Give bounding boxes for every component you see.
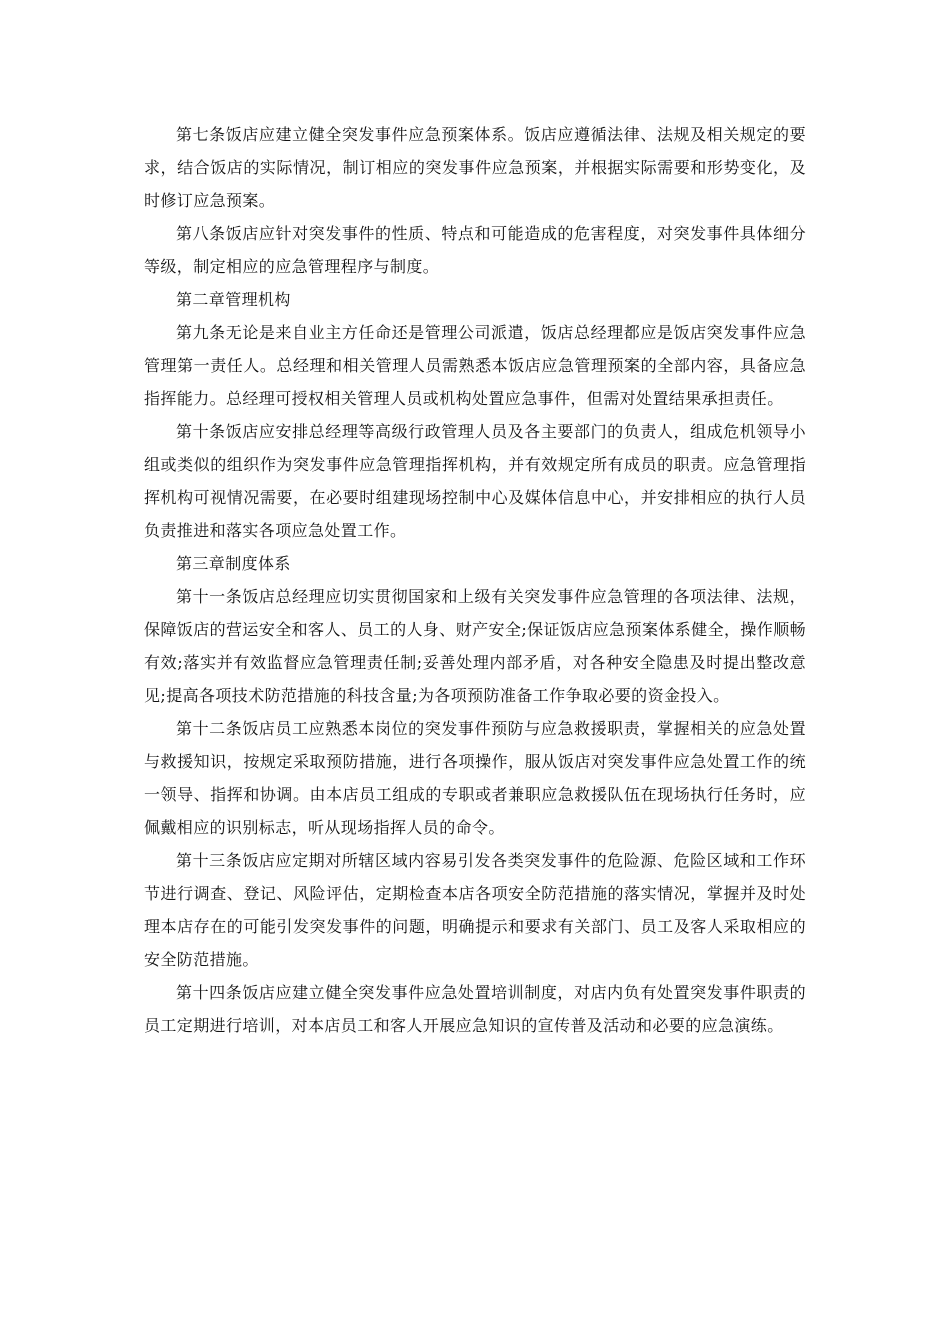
article-14-paragraph: 第十四条饭店应建立健全突发事件应急处置培训制度，对店内负有处置突发事件职责的员工定期进行培训，对本店员工和客人开展应急知识的宣传普及活动和必要的应急演练。 bbox=[144, 983, 806, 1035]
article-10-paragraph: 第十条饭店应安排总经理等高级行政管理人员及各主要部门的负责人，组成危机领导小组或类似的组织作为突发事件应急管理指挥机构，并有效规定所有成员的职责。应急管理指挥机构可视情况需要，在必要时组建现场控制中心及媒体信息中心，并安排相应的执行人员负责推进和落实各项应急处置工作。 bbox=[144, 422, 806, 540]
article-7-paragraph: 第七条饭店应建立健全突发事件应急预案体系。饭店应遵循法律、法规及相关规定的要求，结合饭店的实际情况，制订相应的突发事件应急预案，并根据实际需要和形势变化，及时修订应急预案。 bbox=[144, 125, 806, 210]
chapter-2-heading: 第二章管理机构 bbox=[176, 290, 291, 309]
article-12-paragraph: 第十二条饭店员工应熟悉本岗位的突发事件预防与应急救援职责，掌握相关的应急处置与救援知识，按规定采取预防措施，进行各项操作，服从饭店对突发事件应急处置工作的统一领导、指挥和协调。由本店员工组成的专职或者兼职应急救援队伍在现场执行任务时，应佩戴相应的识别标志，听从现场指挥人员的命令。 bbox=[144, 719, 806, 837]
document-page bbox=[144, 118, 806, 1042]
article-9-paragraph: 第九条无论是来自业主方任命还是管理公司派遣，饭店总经理都应是饭店突发事件应急管理第一责任人。总经理和相关管理人员需熟悉本饭店应急管理预案的全部内容，具备应急指挥能力。总经理可授权相关管理人员或机构处置应急事件，但需对处置结果承担责任。 bbox=[144, 323, 806, 408]
article-11-paragraph: 第十一条饭店总经理应切实贯彻国家和上级有关突发事件应急管理的各项法律、法规，保障饭店的营运安全和客人、员工的人身、财产安全;保证饭店应急预案体系健全，操作顺畅有效;落实并有效监督应急管理责任制;妥善处理内部矛盾，对各种安全隐患及时提出整改意见;提高各项技术防范措施的科技含量;为各项预防准备工作争取必要的资金投入。 bbox=[144, 587, 806, 705]
article-8-paragraph: 第八条饭店应针对突发事件的性质、特点和可能造成的危害程度，对突发事件具体细分等级，制定相应的应急管理程序与制度。 bbox=[144, 224, 806, 276]
article-13-paragraph: 第十三条饭店应定期对所辖区域内容易引发各类突发事件的危险源、危险区域和工作环节进行调查、登记、风险评估，定期检查本店各项安全防范措施的落实情况，掌握并及时处理本店存在的可能引发突发事件的问题，明确提示和要求有关部门、员工及客人采取相应的安全防范措施。 bbox=[144, 851, 806, 969]
chapter-3-heading: 第三章制度体系 bbox=[176, 554, 291, 573]
